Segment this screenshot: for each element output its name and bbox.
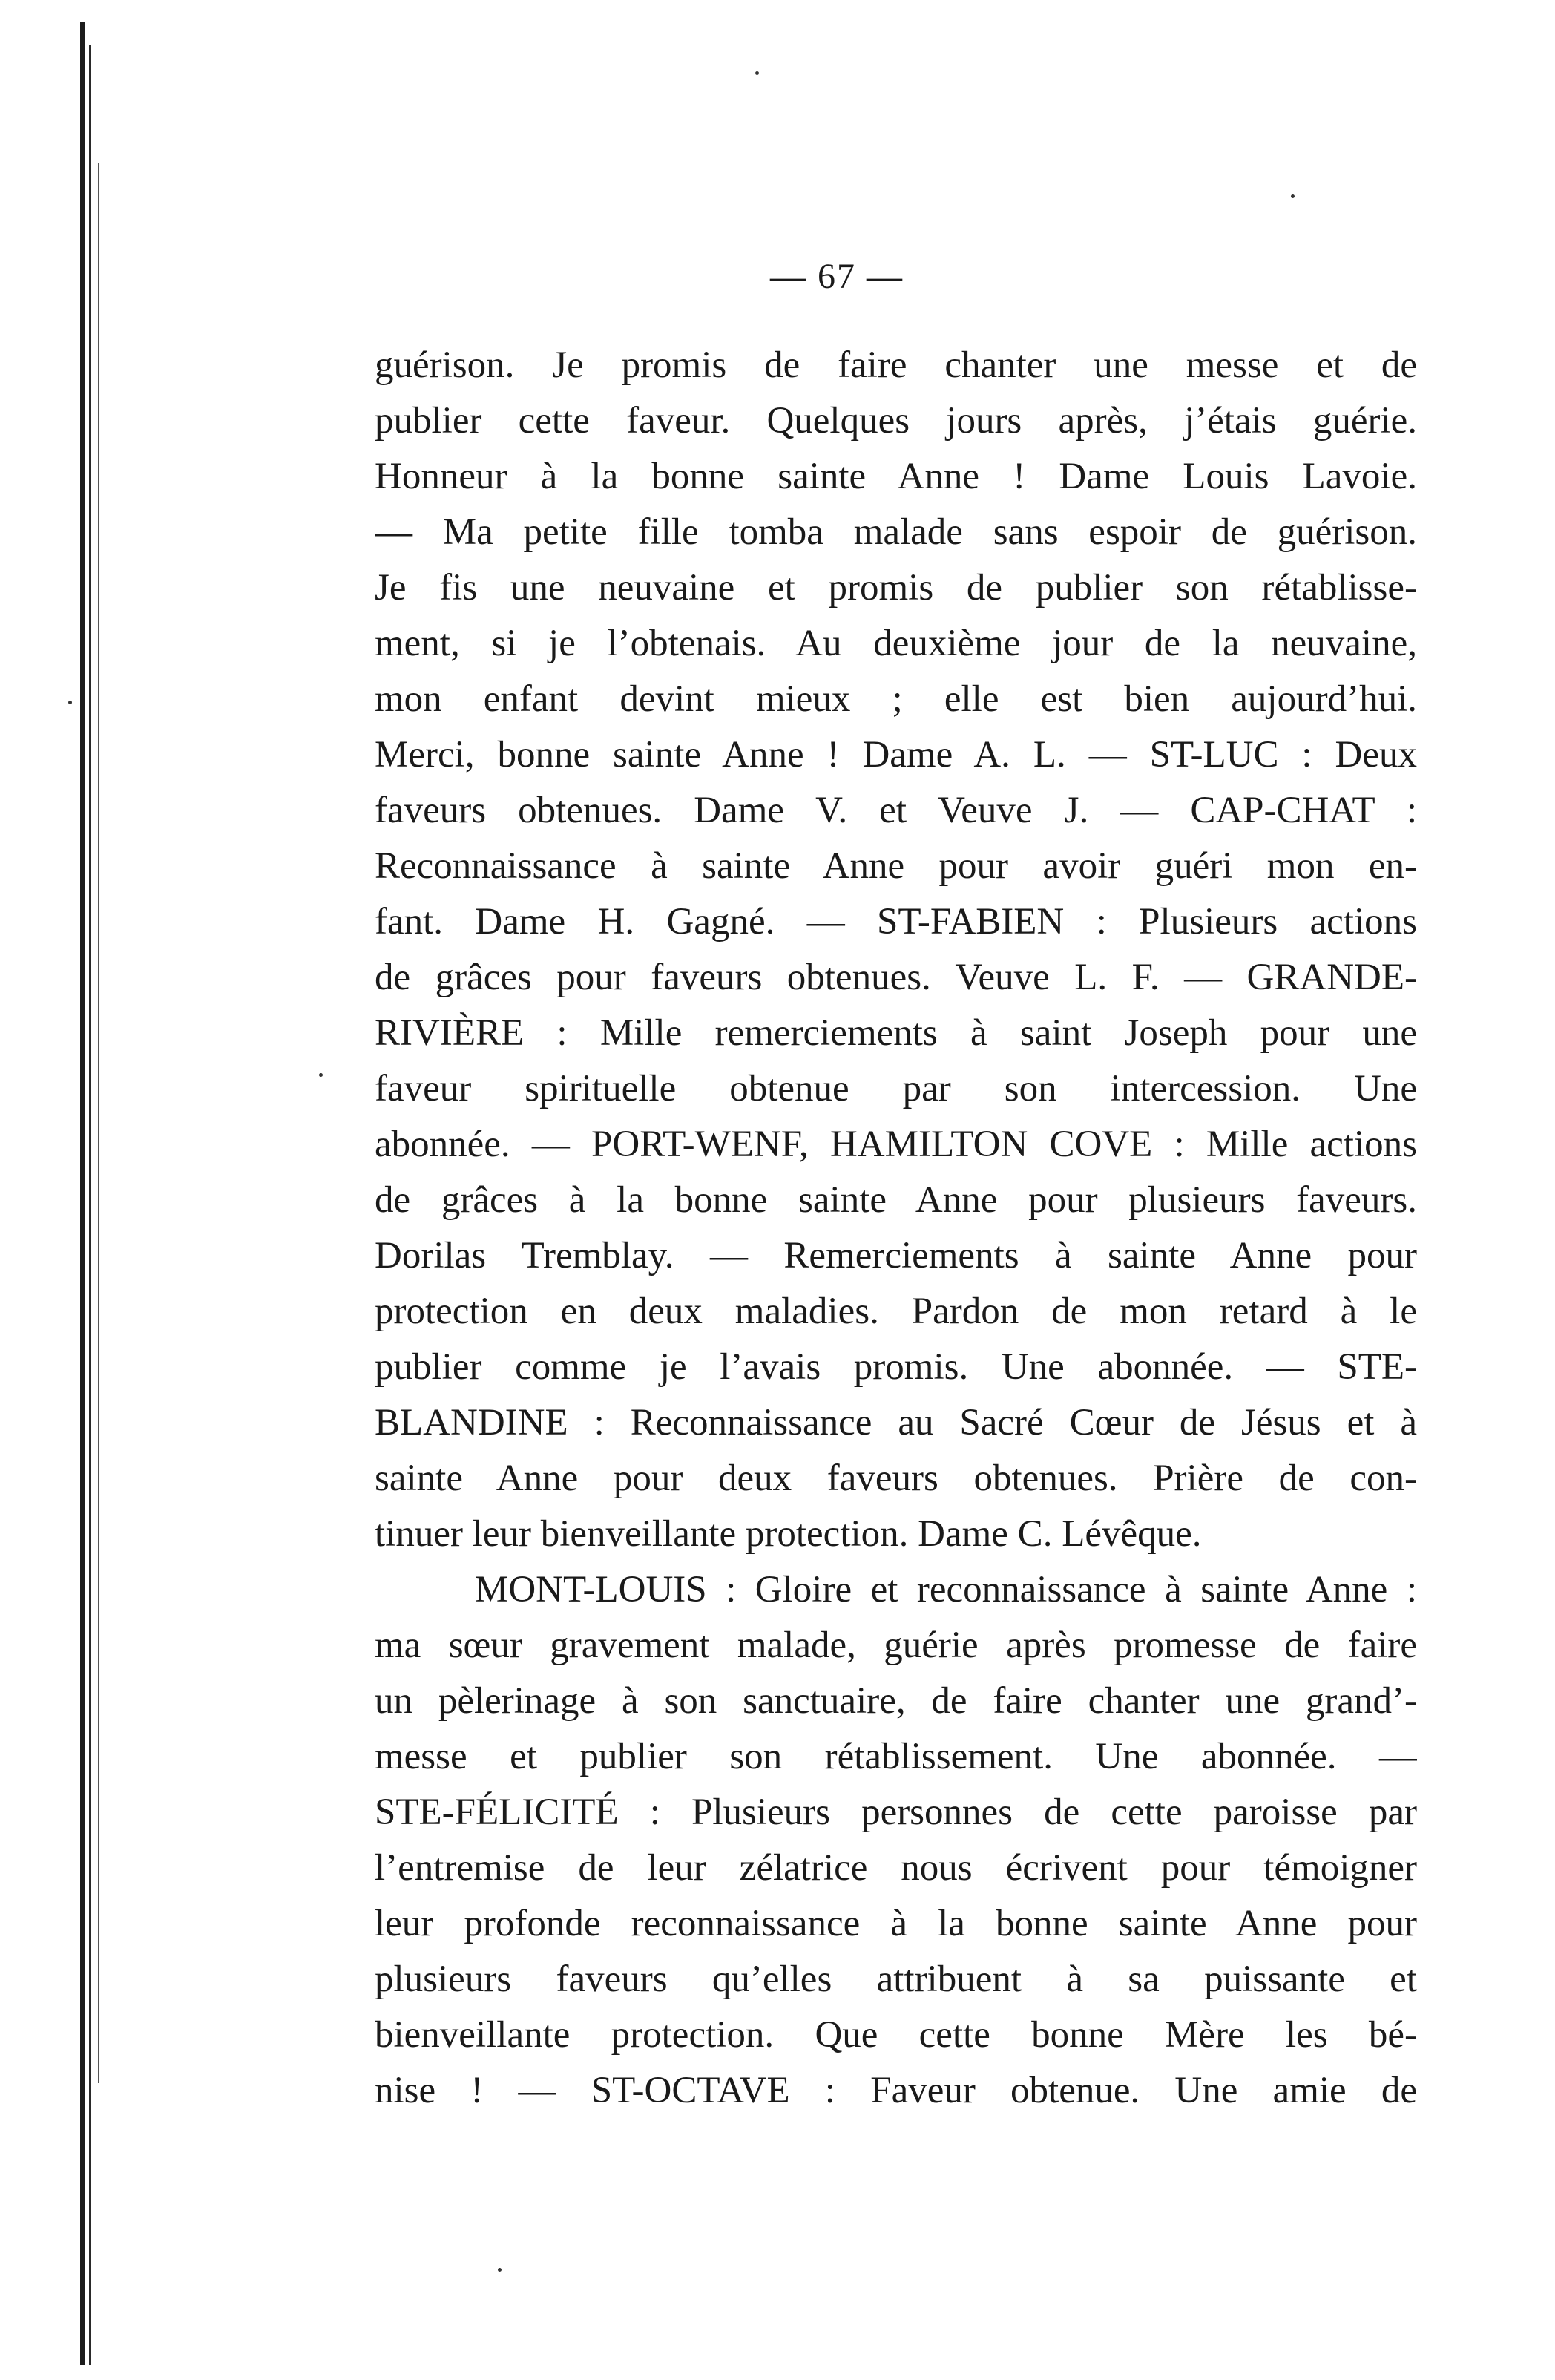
text-line: guérison. Je promis de faire chanter une messe et de xyxy=(375,344,1417,386)
text-line: RIVIÈRE : Mille remerciements à saint Joseph pour une xyxy=(375,1012,1417,1054)
text-line: plusieurs faveurs qu’elles attribuent à sa puissante et xyxy=(375,1958,1417,2000)
text-line: Merci, bonne sainte Anne ! Dame A. L. — ST-LUC : Deux xyxy=(375,734,1417,776)
text-line: ment, si je l’obtenais. Au deuxième jour de la neuvaine, xyxy=(375,623,1417,664)
page-gutter-edge xyxy=(89,45,91,2365)
paper-speck xyxy=(755,71,759,75)
page-number: — 67 — xyxy=(770,257,904,296)
text-line: l’entremise de leur zélatrice nous écrivent pour témoigner xyxy=(375,1847,1417,1889)
paper-speck xyxy=(498,2268,502,2272)
text-line: de grâces pour faveurs obtenues. Veuve L. F. — GRANDE- xyxy=(375,957,1417,998)
text-line: — Ma petite fille tomba malade sans espoir de guérison. xyxy=(375,511,1417,553)
text-line: fant. Dame H. Gagné. — ST-FABIEN : Plusieurs actions xyxy=(375,901,1417,943)
text-line: tinuer leur bienveillante protection. Dame C. Lévêque. xyxy=(375,1513,1202,1555)
text-line: Je fis une neuvaine et promis de publier son rétablisse- xyxy=(375,567,1417,609)
paper-speck xyxy=(319,1073,323,1077)
text-line: protection en deux maladies. Pardon de mon retard à le xyxy=(375,1291,1417,1332)
text-line: ma sœur gravement malade, guérie après promesse de faire xyxy=(375,1625,1417,1666)
page-gutter-edge xyxy=(98,163,99,2083)
text-line: leur profonde reconnaissance à la bonne sainte Anne pour xyxy=(375,1903,1417,1944)
text-line: Reconnaissance à sainte Anne pour avoir guéri mon en- xyxy=(375,845,1417,887)
text-line: Honneur à la bonne sainte Anne ! Dame Louis Lavoie. xyxy=(375,456,1417,497)
text-line: publier comme je l’avais promis. Une abonnée. — STE- xyxy=(375,1346,1417,1388)
text-line: bienveillante protection. Que cette bonne Mère les bé- xyxy=(375,2014,1417,2056)
text-line: sainte Anne pour deux faveurs obtenues. Prière de con- xyxy=(375,1458,1417,1499)
text-line: nise ! — ST-OCTAVE : Faveur obtenue. Une amie de xyxy=(375,2070,1417,2111)
text-line: publier cette faveur. Quelques jours après, j’étais guérie. xyxy=(375,400,1417,442)
text-line: un pèlerinage à son sanctuaire, de faire chanter une grand’- xyxy=(375,1680,1417,1722)
text-line: BLANDINE : Reconnaissance au Sacré Cœur de Jésus et à xyxy=(375,1402,1417,1443)
paper-speck xyxy=(1291,194,1295,198)
text-line: faveur spirituelle obtenue par son intercession. Une xyxy=(375,1068,1417,1109)
text-line: mon enfant devint mieux ; elle est bien aujourd’hui. xyxy=(375,678,1417,720)
text-line: abonnée. — PORT-WENF, HAMILTON COVE : Mille actions xyxy=(375,1124,1417,1165)
body-text xyxy=(375,338,1417,2119)
text-line: faveurs obtenues. Dame V. et Veuve J. — CAP-CHAT : xyxy=(375,790,1417,831)
page-gutter-edge xyxy=(80,22,85,2365)
text-line: Dorilas Tremblay. — Remerciements à sainte Anne pour xyxy=(375,1235,1417,1276)
text-line: messe et publier son rétablissement. Une abonnée. — xyxy=(375,1736,1417,1777)
text-line: de grâces à la bonne sainte Anne pour plusieurs faveurs. xyxy=(375,1179,1417,1221)
paragraph-first-line: MONT-LOUIS : Gloire et reconnaissance à sainte Anne : xyxy=(475,1569,1417,1610)
text-line: STE-FÉLICITÉ : Plusieurs personnes de cette paroisse par xyxy=(375,1791,1417,1833)
paper-speck xyxy=(68,701,72,704)
